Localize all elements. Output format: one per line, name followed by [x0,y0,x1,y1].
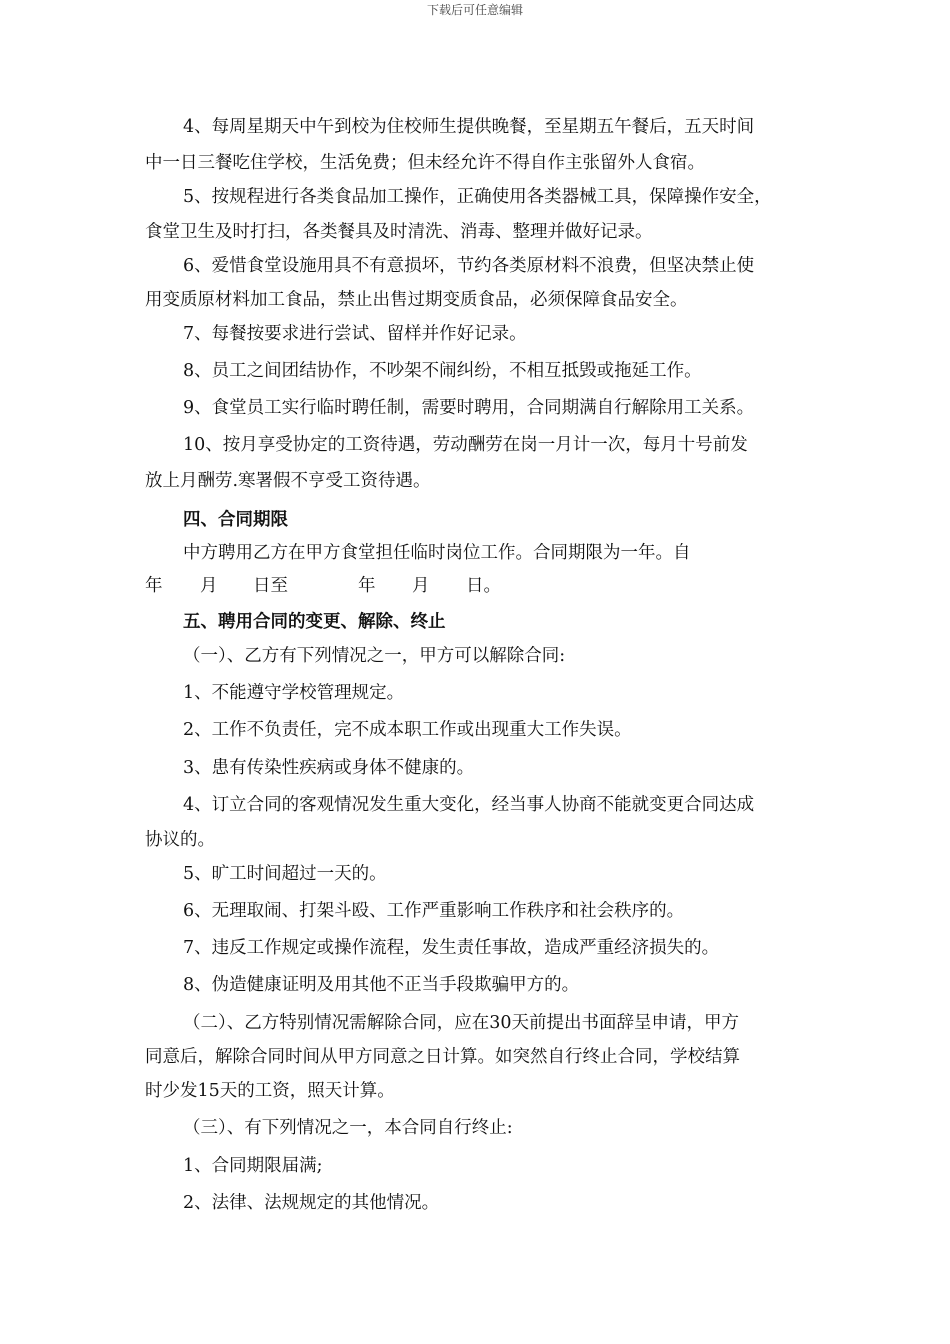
section-heading: 五、聘用合同的变更、解除、终止 [183,612,446,632]
paragraph-line: 5、按规程进行各类食品加工操作，正确使用各类器械工具，保障操作安全， [183,187,772,207]
paragraph-line: 中一日三餐吃住学校，生活免费；但未经允许不得自作主张留外人食宿。 [145,153,705,173]
paragraph-line: 时少发15天的工资，照天计算。 [145,1081,395,1101]
paragraph-line: 放上月酬劳.寒署假不亨受工资待遇。 [145,471,431,491]
paragraph-line: 5、旷工时间超过一天的。 [183,864,387,884]
paragraph-line: 1、不能遵守学校管理规定。 [183,683,405,703]
paragraph-line: 6、爱惜食堂设施用具不有意损坏，节约各类原材料不浪费，但坚决禁止使 [183,256,755,276]
paragraph-line: 用变质原材料加工食品，禁止出售过期变质食品，必须保障食品安全。 [145,290,688,310]
paragraph-line: 同意后，解除合同时间从甲方同意之日计算。如突然自行终止合同，学校结算 [145,1047,740,1067]
paragraph-line: 4、每周星期天中午到校为住校师生提供晚餐，至星期五午餐后，五天时间 [183,117,755,137]
paragraph-line: 10、按月享受协定的工资待遇，劳动酬劳在岗一月计一次，每月十号前发 [183,435,748,455]
paragraph-line: 2、工作不负责任，完不成本职工作或出现重大工作失误。 [183,720,632,740]
paragraph-line: 8、员工之间团结协作，不吵架不闹纠纷，不相互抵毁或拖延工作。 [183,361,702,381]
paragraph-line: 3、患有传染性疾病或身体不健康的。 [183,758,475,778]
paragraph-line: 9、食堂员工实行临时聘任制，需要时聘用，合同期满自行解除用工关系。 [183,398,755,418]
paragraph-line: （一）、乙方有下列情况之一，甲方可以解除合同: [183,646,566,666]
date-month-label: 月 [200,576,218,596]
date-day-to-label: 日至 [253,576,288,596]
paragraph-line: 协议的。 [145,830,215,850]
paragraph-line: 8、伪造健康证明及用其他不正当手段欺骗甲方的。 [183,975,580,995]
paragraph-line: 1、合同期限届满; [183,1156,323,1176]
paragraph-line: 7、每餐按要求进行尝试、留样并作好记录。 [183,324,527,344]
section-heading: 四、合同期限 [183,510,288,530]
date-year-label: 年 [145,576,163,596]
paragraph-line: 4、订立合同的客观情况发生重大变化，经当事人协商不能就变更合同达成 [183,795,755,815]
paragraph-line: 2、法律、法规规定的其他情况。 [183,1193,440,1213]
paragraph-line: （二）、乙方特别情况需解除合同，应在30天前提出书面辞呈申请，甲方 [183,1013,740,1033]
paragraph-line: 7、违反工作规定或操作流程，发生责任事故，造成严重经济损失的。 [183,938,720,958]
date-month-label: 月 [412,576,430,596]
paragraph-line: 中方聘用乙方在甲方食堂担任临时岗位工作。合同期限为一年。自 [183,543,691,563]
date-day-label: 日。 [466,576,501,596]
contract-date-row [0,575,950,597]
date-year-label: 年 [358,576,376,596]
paragraph-line: 6、无理取闹、打架斗殴、工作严重影响工作秩序和社会秩序的。 [183,901,685,921]
paragraph-line: 食堂卫生及时打扫，各类餐具及时清洗、消毒、整理并做好记录。 [145,222,653,242]
paragraph-line: （三）、有下列情况之一，本合同自行终止: [183,1118,513,1138]
page-header: 下载后可任意编辑 [426,3,523,17]
